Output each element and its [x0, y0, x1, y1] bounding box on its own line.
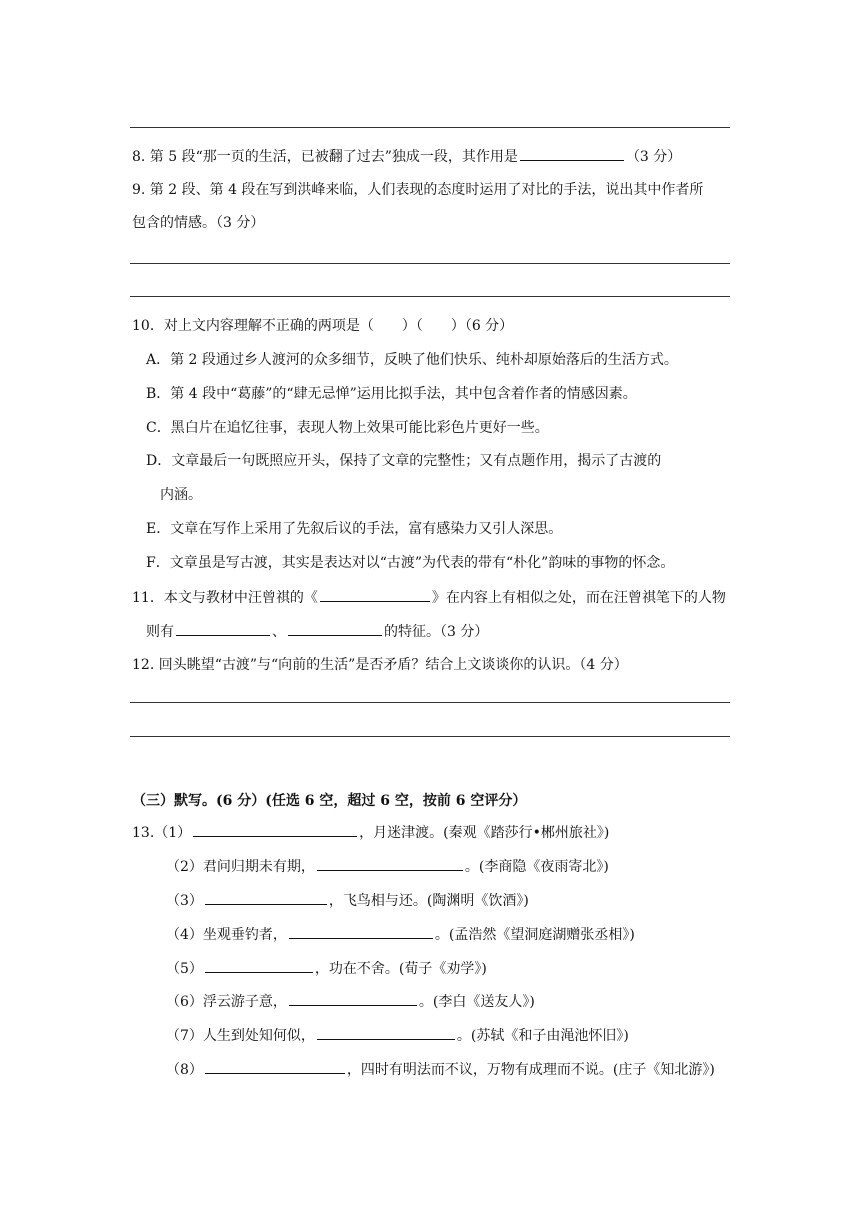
recitation-item	[166, 1025, 629, 1046]
answer-blank[interactable]	[205, 1059, 345, 1074]
question-11-text-c: 则有	[146, 624, 174, 640]
answer-line	[130, 127, 730, 128]
answer-line[interactable]	[130, 736, 730, 737]
answer-blank[interactable]	[320, 587, 430, 602]
option-e: E．文章在写作上采用了先叙后议的手法，富有感染力又引人深思。	[146, 521, 563, 537]
answer-blank[interactable]	[289, 924, 433, 939]
item-prefix: 13.（1）	[132, 825, 192, 841]
option-c: C．黑白片在追忆往事，表现人物上效果可能比彩色片更好一些。	[146, 420, 549, 436]
answer-blank[interactable]	[520, 146, 624, 161]
item-suffix: ，功在不舍。(荀子《劝学》)	[314, 961, 487, 977]
option-b: B．第 4 段中“葛藤”的“肆无忌惮”运用比拟手法，其中包含着作者的情感因素。	[146, 386, 637, 402]
answer-blank[interactable]	[205, 890, 327, 905]
question-11-text-d: 、	[272, 624, 286, 640]
item-prefix: （8）	[166, 1062, 203, 1078]
question-9-line2: 包含的情感。（3 分）	[132, 215, 265, 231]
option-a: A．第 2 段通过乡人渡河的众多细节，反映了他们快乐、纯朴却原始落后的生活方式。	[146, 352, 678, 368]
recitation-item	[132, 822, 609, 843]
item-suffix: ，月迷津渡。(秦观《踏莎行•郴州旅社》)	[359, 825, 610, 841]
item-prefix: （2）君问归期未有期，	[166, 859, 315, 875]
answer-blank[interactable]	[205, 958, 313, 973]
recitation-item	[166, 890, 529, 911]
item-suffix: 。(苏轼《和子由渑池怀旧》)	[456, 1028, 629, 1044]
recitation-item	[166, 1059, 715, 1080]
answer-blank[interactable]	[317, 1025, 455, 1040]
item-suffix: 。(李商隐《夜雨寄北》)	[464, 859, 609, 875]
option-f: F．文章虽是写古渡，其实是表达对以“古渡”为代表的带有“朴化”韵味的事物的怀念。	[146, 555, 675, 571]
question-8	[132, 146, 681, 167]
question-11-text-a: 11．本文与教材中汪曾祺的《	[132, 590, 318, 606]
question-8-score: （3 分）	[625, 149, 682, 165]
item-prefix: （7）人生到处知何似，	[166, 1028, 315, 1044]
item-suffix: ，四时有明法而不议，万物有成理而不说。(庄子《知北游》)	[346, 1062, 715, 1078]
answer-line[interactable]	[130, 296, 730, 297]
section-heading: （三）默写。(6 分）(任选 6 空，超过 6 空，按前 6 空评分）	[132, 793, 527, 809]
recitation-item	[166, 856, 609, 877]
question-11-line2	[146, 621, 488, 642]
question-11-text-e: 的特征。（3 分）	[384, 624, 489, 640]
answer-blank[interactable]	[317, 856, 463, 871]
recitation-item	[166, 924, 635, 945]
item-prefix: （3）	[166, 893, 203, 909]
item-suffix: ，飞鸟相与还。(陶渊明《饮酒》)	[328, 893, 529, 909]
answer-blank[interactable]	[193, 822, 357, 837]
item-prefix: （4）坐观垂钓者，	[166, 927, 287, 943]
answer-line[interactable]	[130, 702, 730, 703]
question-11-line1	[132, 587, 726, 608]
item-prefix: （6）浮云游子意，	[166, 994, 287, 1010]
answer-line[interactable]	[130, 263, 730, 264]
answer-blank[interactable]	[288, 621, 382, 636]
option-d-line2: 内涵。	[160, 487, 202, 503]
item-suffix: 。(李白《送友人》)	[418, 994, 535, 1010]
question-12: 12. 回头眺望“古渡”与“向前的生活”是否矛盾？结合上文谈谈你的认识。（4 分）	[132, 657, 628, 673]
answer-blank[interactable]	[289, 991, 417, 1006]
item-prefix: （5）	[166, 961, 203, 977]
recitation-item	[166, 958, 487, 979]
option-d-line1: D．文章最后一句既照应开头，保持了文章的完整性；又有点题作用，揭示了古渡的	[146, 453, 662, 469]
question-9-line1: 9. 第 2 段、第 4 段在写到洪峰来临，人们表现的态度时运用了对比的手法，说出其中作者所	[132, 182, 704, 198]
answer-blank[interactable]	[176, 621, 270, 636]
question-11-text-b: 》在内容上有相似之处，而在汪曾祺笔下的人物	[431, 590, 726, 606]
recitation-item	[166, 991, 535, 1012]
item-suffix: 。(孟浩然《望洞庭湖赠张丞相》)	[434, 927, 635, 943]
question-8-text: 8. 第 5 段“那一页的生活，已被翻了过去”独成一段，其作用是	[132, 149, 518, 165]
question-10-stem: 10．对上文内容理解不正确的两项是（ ）（ ）（6 分）	[132, 318, 514, 334]
